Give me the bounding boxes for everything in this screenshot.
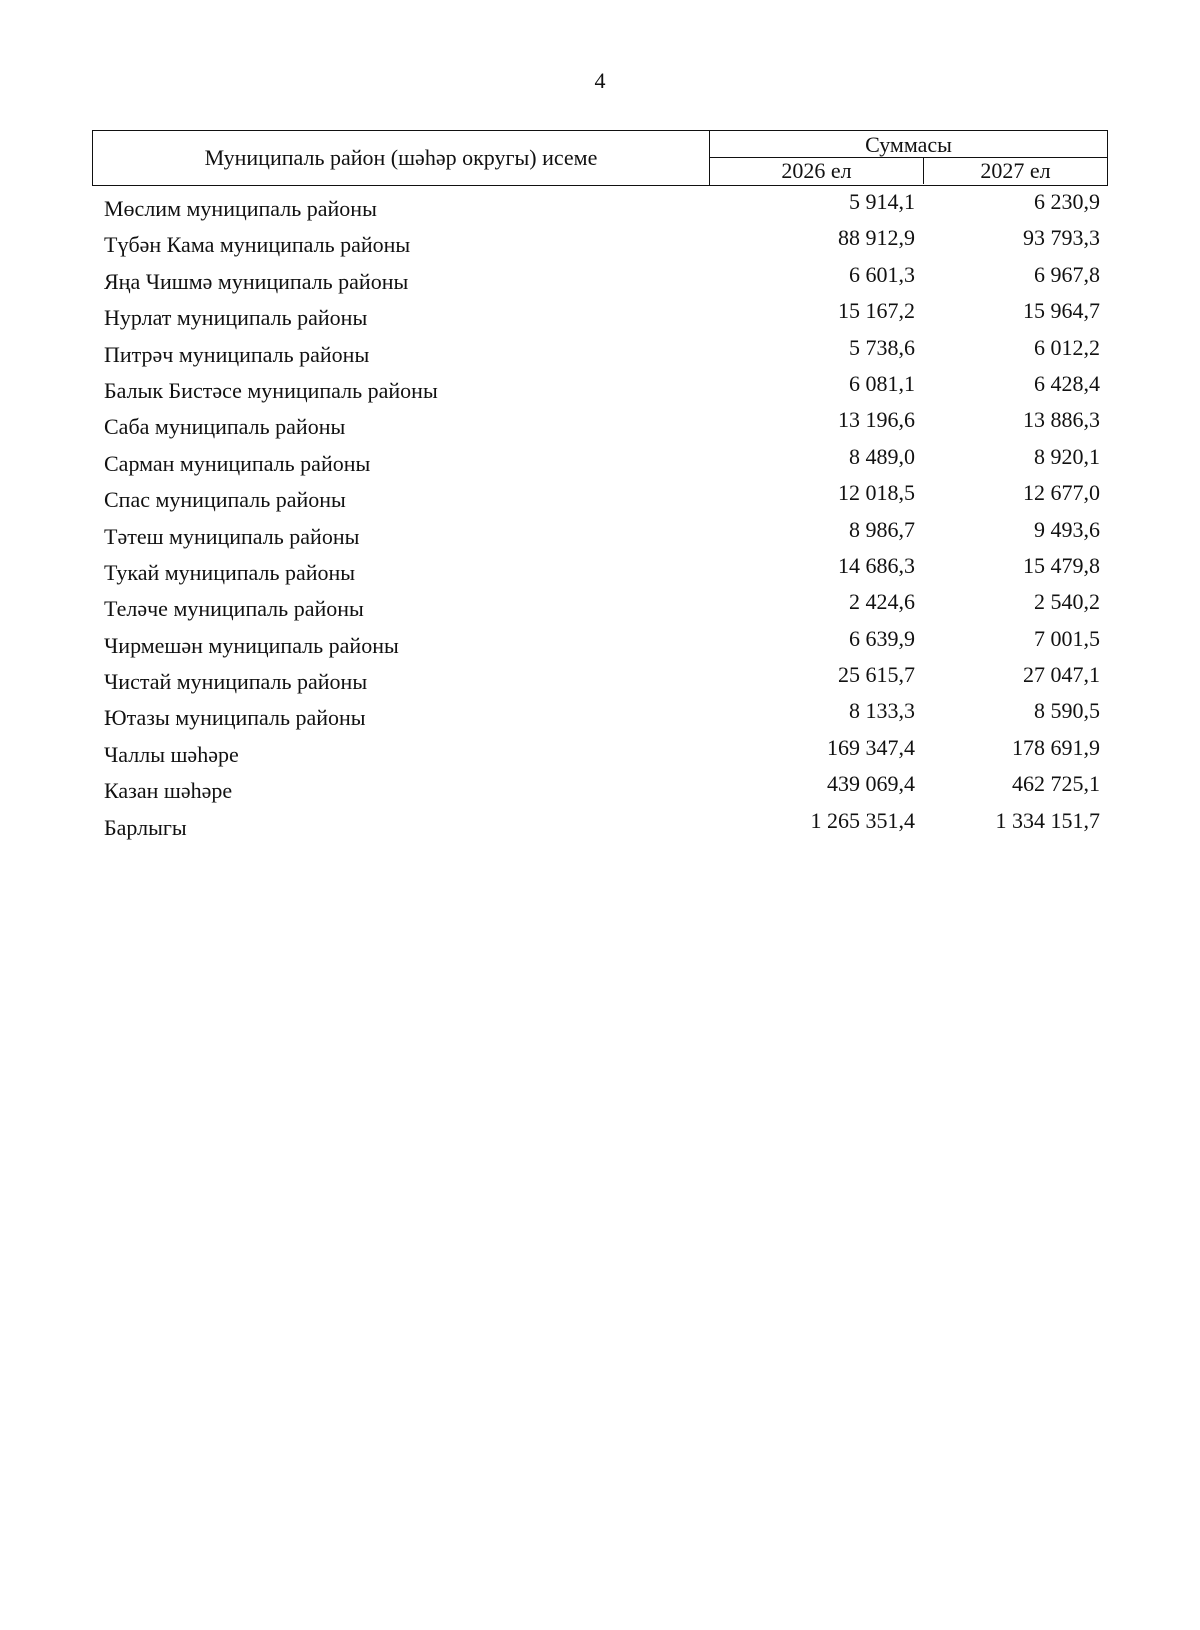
cell-amount-2027: 178 691,9	[1012, 734, 1100, 760]
cell-amount-2026: 25 615,7	[838, 662, 915, 688]
cell-amount-2026: 6 081,1	[849, 370, 915, 396]
cell-amount-2027: 27 047,1	[1023, 662, 1100, 688]
table-row	[92, 662, 1108, 698]
table-body	[92, 189, 1108, 844]
cell-amount-2026: 8 489,0	[849, 443, 915, 469]
cell-district-name: Чирмешән муниципаль районы	[104, 632, 399, 658]
cell-district-name: Тәтеш муниципаль районы	[104, 523, 360, 549]
cell-district-name: Сарман муниципаль районы	[104, 450, 371, 476]
cell-district-name: Чистай муниципаль районы	[104, 669, 368, 695]
cell-amount-2026: 12 018,5	[838, 480, 915, 506]
cell-district-name: Балык Бистәсе муниципаль районы	[104, 377, 438, 403]
table-row	[92, 480, 1108, 516]
cell-amount-2026: 5 738,6	[849, 334, 915, 360]
cell-district-name: Барлыгы	[104, 814, 187, 840]
table-row	[92, 698, 1108, 734]
cell-amount-2026: 439 069,4	[827, 771, 915, 797]
cell-amount-2027: 8 920,1	[1034, 443, 1100, 469]
cell-district-name: Яңа Чишмә муниципаль районы	[104, 268, 409, 294]
cell-amount-2027: 6 428,4	[1034, 370, 1100, 396]
cell-district-name: Мөслим муниципаль районы	[104, 196, 377, 221]
page-number: 4	[594, 68, 606, 93]
cell-amount-2027: 462 725,1	[1012, 771, 1100, 797]
cell-amount-2027: 2 540,2	[1034, 589, 1100, 615]
column-header-2027: 2027 ел	[980, 158, 1051, 183]
table-row	[92, 771, 1108, 807]
table-row	[92, 335, 1108, 371]
cell-district-name: Казан шәһәре	[104, 778, 233, 804]
table-row	[92, 626, 1108, 662]
cell-amount-2027: 6 967,8	[1034, 261, 1100, 287]
column-header-2026: 2026 ел	[710, 158, 924, 184]
cell-district-name: Ютазы муниципаль районы	[104, 705, 366, 731]
cell-district-name: Питрәч муниципаль районы	[104, 341, 370, 367]
cell-amount-2027: 1 334 151,7	[995, 807, 1100, 833]
cell-amount-2026: 5 914,1	[849, 189, 915, 214]
cell-district-name: Саба муниципаль районы	[104, 414, 346, 440]
column-header-name: Муниципаль район (шәһәр округы) исеме	[93, 131, 710, 185]
cell-amount-2026: 6 639,9	[849, 625, 915, 651]
table-row	[92, 407, 1108, 443]
column-group-header-sum: Суммасы	[710, 131, 1107, 158]
table-row	[92, 298, 1108, 334]
table-header	[92, 130, 1108, 186]
cell-amount-2026: 13 196,6	[838, 407, 915, 433]
table-row	[92, 735, 1108, 771]
cell-amount-2027: 8 590,5	[1034, 698, 1100, 724]
cell-district-name: Нурлат муниципаль районы	[104, 305, 368, 331]
cell-amount-2026: 1 265 351,4	[810, 807, 915, 833]
cell-amount-2027: 6 012,2	[1034, 334, 1100, 360]
cell-amount-2027: 12 677,0	[1023, 480, 1100, 506]
cell-amount-2027: 6 230,9	[1034, 189, 1100, 214]
cell-district-name: Чаллы шәһәре	[104, 741, 239, 767]
cell-amount-2026: 15 167,2	[838, 298, 915, 324]
cell-amount-2026: 2 424,6	[849, 589, 915, 615]
table-row	[92, 808, 1108, 844]
table-row	[92, 517, 1108, 553]
cell-amount-2026: 6 601,3	[849, 261, 915, 287]
cell-amount-2027: 13 886,3	[1023, 407, 1100, 433]
cell-district-name: Спас муниципаль районы	[104, 487, 346, 513]
cell-amount-2027: 15 479,8	[1023, 552, 1100, 578]
table-row	[92, 189, 1108, 225]
table-row	[92, 262, 1108, 298]
table-row	[92, 589, 1108, 625]
cell-amount-2026: 14 686,3	[838, 552, 915, 578]
table-row	[92, 371, 1108, 407]
cell-amount-2027: 9 493,6	[1034, 516, 1100, 542]
cell-amount-2026: 8 986,7	[849, 516, 915, 542]
cell-amount-2027: 7 001,5	[1034, 625, 1100, 651]
cell-amount-2026: 88 912,9	[838, 225, 915, 251]
cell-amount-2027: 93 793,3	[1023, 225, 1100, 251]
cell-district-name: Тукай муниципаль районы	[104, 559, 356, 585]
cell-district-name: Түбән Кама муниципаль районы	[104, 232, 411, 258]
table-row	[92, 225, 1108, 261]
cell-amount-2026: 169 347,4	[827, 734, 915, 760]
cell-district-name: Теләче муниципаль районы	[104, 596, 364, 622]
table-row	[92, 444, 1108, 480]
table-row	[92, 553, 1108, 589]
cell-amount-2026: 8 133,3	[849, 698, 915, 724]
cell-amount-2027: 15 964,7	[1023, 298, 1100, 324]
